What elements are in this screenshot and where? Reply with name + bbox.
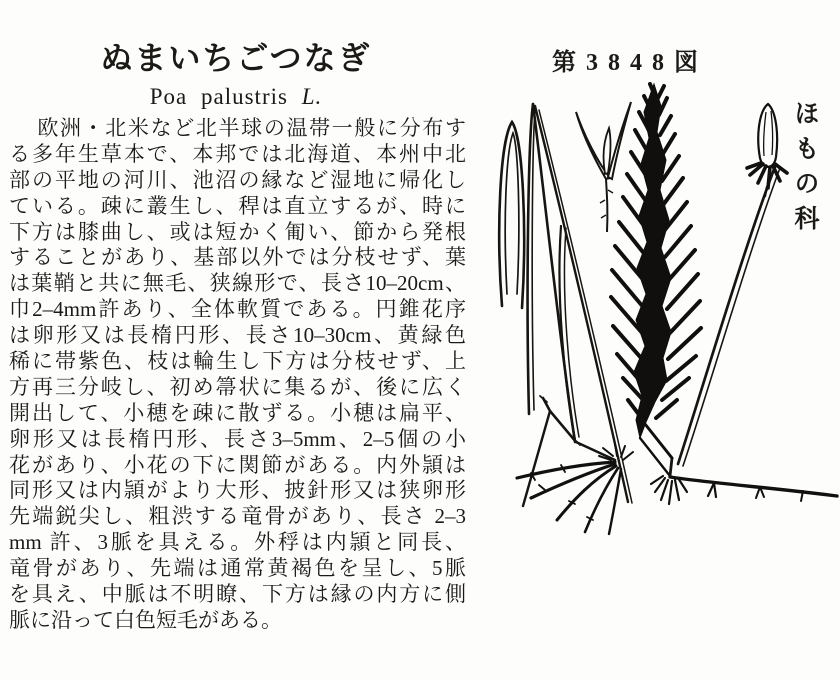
text-line: 同形又は内頴がより大形、披針形又は狭卵形 bbox=[9, 478, 466, 503]
species-title: ぬまいちごつなぎ bbox=[100, 40, 372, 76]
family-label: ほもの科 bbox=[791, 100, 818, 240]
roots bbox=[517, 444, 687, 534]
latin-name bbox=[8, 84, 464, 110]
text-line: ている。疎に叢生し、稈は直立するが、時に bbox=[9, 193, 466, 218]
text-line: 稀に帯紫色、枝は輪生し下方は分枝せず、上 bbox=[9, 349, 466, 374]
text-line: 欧洲・北米など北半球の温帯一般に分布す bbox=[37, 116, 466, 140]
text-line: 巾2–4mm許あり、全体軟質である。円錐花序 bbox=[9, 297, 466, 322]
text-line: る多年生草本で、本邦では北海道、本州中北 bbox=[9, 141, 466, 166]
text-line: 脈に沿って白色短毛がある。 bbox=[9, 607, 282, 632]
latin-binomial: Poa palustris bbox=[149, 84, 288, 109]
article-body bbox=[9, 116, 466, 634]
floret-detail bbox=[747, 104, 787, 197]
text-line: は卵形又は長楕円形、長さ10–30cm、黄緑色 bbox=[9, 323, 466, 348]
stolon bbox=[670, 477, 837, 501]
botanical-illustration bbox=[465, 80, 840, 540]
text-line: は葉鞘と共に無毛、狭線形で、長さ10–20cm、 bbox=[9, 271, 466, 296]
text-line: することがあり、基部以外では分枝せず、葉 bbox=[9, 245, 466, 270]
text-line: 先端鋭尖し、粗渋する竜骨があり、長さ 2–3 bbox=[9, 504, 466, 529]
text-line: mm 許、3脈を具える。外稃は内頴と同長、 bbox=[9, 530, 466, 555]
text-line: 花があり、小花の下に関節がある。内外頴は bbox=[9, 452, 466, 477]
panicle bbox=[611, 84, 701, 476]
latin-author: L. bbox=[301, 84, 323, 109]
text-line: 下方は膝曲し、或は短かく匍い、節から発根 bbox=[9, 219, 466, 244]
text-line: 方再三分岐し、初め箒状に集るが、後に広く bbox=[9, 374, 466, 399]
text-line: 部の平地の河川、池沼の縁など湿地に帰化し bbox=[9, 167, 466, 192]
figure-caption: 第 3 8 4 8 図 bbox=[552, 50, 700, 76]
text-line: 開出して、小穂を疎に散ずる。小穂は扁平、 bbox=[9, 400, 466, 425]
text-line: 竜骨があり、先端は通常黄褐色を呈し、5脈 bbox=[9, 556, 466, 581]
text-line: 卵形又は長楕円形、長さ3–5mm、2–5個の小 bbox=[9, 426, 466, 451]
text-line: を具え、中脈は不明瞭、下方は縁の内方に側 bbox=[9, 582, 466, 607]
spikelet-detail bbox=[576, 102, 631, 232]
